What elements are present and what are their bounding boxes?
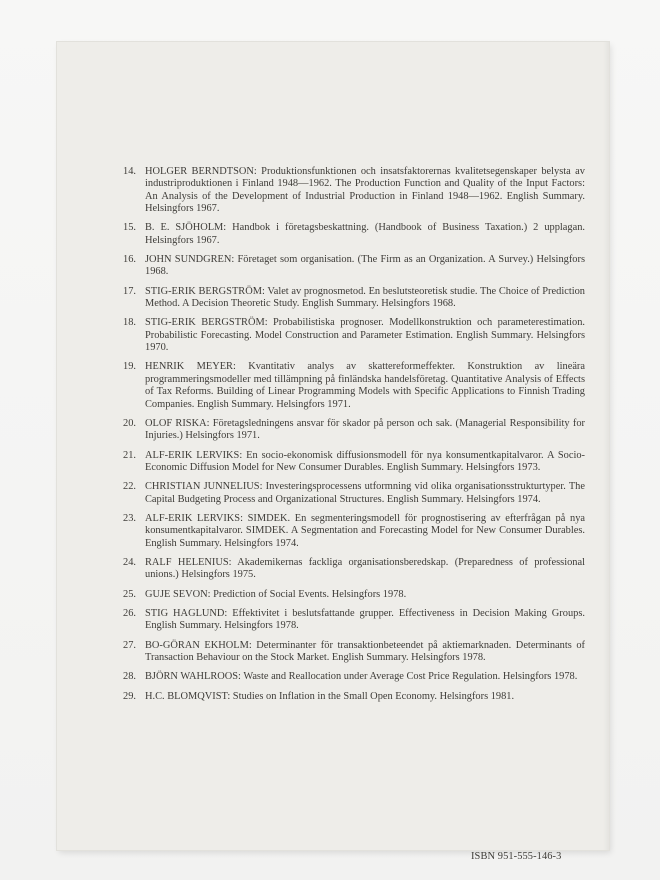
entry-text: GUJE SEVON: Prediction of Social Events. Helsingfors 1978. [145, 588, 407, 600]
entry-number: 16. [123, 254, 136, 266]
publication-entry [123, 639, 585, 665]
isbn-number: ISBN 951-555-146-3 [471, 851, 562, 862]
publication-entry [123, 588, 585, 601]
entry-text: HENRIK MEYER: Kvantitativ analys av skattereformeffekter. Konstruktion av lineära programmeringsmodeller med tillämpning på finländska handelsföretag. Quantitative Analysis of Effects of Tax Reforms. Building of Linear Programming Models with Specific Applications to Finnish Trading Companies. English Summary. Helsingfors 1971. [145, 361, 585, 410]
entry-text: BO-GÖRAN EKHOLM: Determinanter för transaktionbeteendet på aktiemarknaden. Determinants of Transaction Behaviour on the Stock Market. English Summary. Helsingfors 1978. [145, 639, 585, 663]
entry-text: H.C. BLOMQVIST: Studies on Inflation in the Small Open Economy. Helsingfors 1981. [145, 690, 515, 702]
entry-text: HOLGER BERNDTSON: Produktionsfunktionen och insatsfaktorernas kvalitetsegenskaper belysta av industriproduktionen i Finland 1948—1962. The Production Function and Quality of the Input Factors: An Analysis of the Development of Industrial Production in Finland 1948—1962. English Summary. Helsingfors 1967. [145, 166, 585, 215]
entry-text: JOHN SUNDGREN: Företaget som organisation. (The Firm as an Organization. A Survey.) Helsingfors 1968. [145, 254, 585, 278]
entry-number: 22. [123, 481, 136, 493]
publication-entry [123, 556, 585, 582]
entry-text: BJÖRN WAHLROOS: Waste and Reallocation under Average Cost Price Regulation. Helsingfors 1978. [145, 671, 578, 683]
publication-entry [123, 690, 585, 703]
entry-text: OLOF RISKA: Företagsledningens ansvar för skador på person och sak. (Managerial Responsibility for Injuries.) Helsingfors 1971. [145, 417, 585, 442]
entry-number: 14. [123, 166, 136, 177]
entry-number: 28. [123, 671, 136, 683]
entry-number: 19. [123, 361, 136, 373]
entry-text: B. E. SJÖHOLM: Handbok i företagsbeskattning. (Handbook of Business Taxation.) 2 upplagan. Helsingfors 1967. [145, 222, 585, 246]
entry-text: CHRISTIAN JUNNELIUS: Investeringsprocessens utformning vid olika organisationsstrukturtyper. The Capital Budgeting Process and Organizational Structures. English Summary. Helsingfors 1974. [145, 481, 585, 505]
entry-number: 21. [123, 449, 136, 461]
publication-entry [123, 361, 585, 410]
publication-entry [123, 317, 585, 354]
entry-number: 25. [123, 588, 136, 600]
publication-entry [123, 166, 585, 215]
publication-entry [123, 285, 585, 311]
entry-text: ALF-ERIK LERVIKS: En socio-ekonomisk diffusionsmodell för nya konsumentkapitalvaror. A Socio-Economic Diffusion Model for New Consumer Durables. English Summary. Helsingfors 1973. [145, 449, 585, 473]
entry-text: STIG HAGLUND: Effektivitet i beslutsfattande grupper. Effectiveness in Decision Making Groups. English Summary. Helsingfors 1978. [145, 607, 585, 632]
publication-entry [123, 449, 585, 475]
entry-text: RALF HELENIUS: Akademikernas fackliga organisationsberedskap. (Preparedness of professional unions.) Helsingfors 1975. [145, 556, 585, 581]
publication-list [123, 166, 585, 710]
entry-number: 26. [123, 607, 136, 619]
entry-number: 20. [123, 417, 136, 429]
publication-entry [123, 417, 585, 443]
entry-number: 27. [123, 639, 136, 651]
publication-entry [123, 671, 585, 683]
entry-number: 23. [123, 512, 136, 524]
publication-entry [123, 512, 585, 550]
entry-text: STIG-ERIK BERGSTRÖM: Valet av prognosmetod. En beslutsteoretisk studie. The Choice of Prediction Method. A Decision Theoretic Study. English Summary. Helsingfors 1968. [145, 285, 585, 310]
publication-entry [123, 222, 585, 247]
publication-entry [123, 607, 585, 633]
entry-number: 24. [123, 556, 136, 568]
entry-number: 17. [123, 285, 136, 297]
entry-number: 18. [123, 317, 136, 329]
book-back-cover [57, 42, 609, 862]
publication-entry [123, 481, 585, 506]
entry-text: ALF-ERIK LERVIKS: SIMDEK. En segmenteringsmodell för prognostisering av efterfrågan på nya konsumentkapitalvaror. SIMDEK. A Segmentation and Forecasting Model for New Consumer Durables. English Summary. Helsingfors 1974. [145, 512, 585, 549]
entry-text: STIG-ERIK BERGSTRÖM: Probabilistiska prognoser. Modellkonstruktion och parameterestimation. Probabilistic Forecasting. Model Construction and Parameter Estimation. English Summary. Helsingfors 1970. [145, 317, 585, 354]
entry-number: 29. [123, 690, 136, 702]
entry-number: 15. [123, 222, 136, 234]
publication-entry [123, 254, 585, 279]
